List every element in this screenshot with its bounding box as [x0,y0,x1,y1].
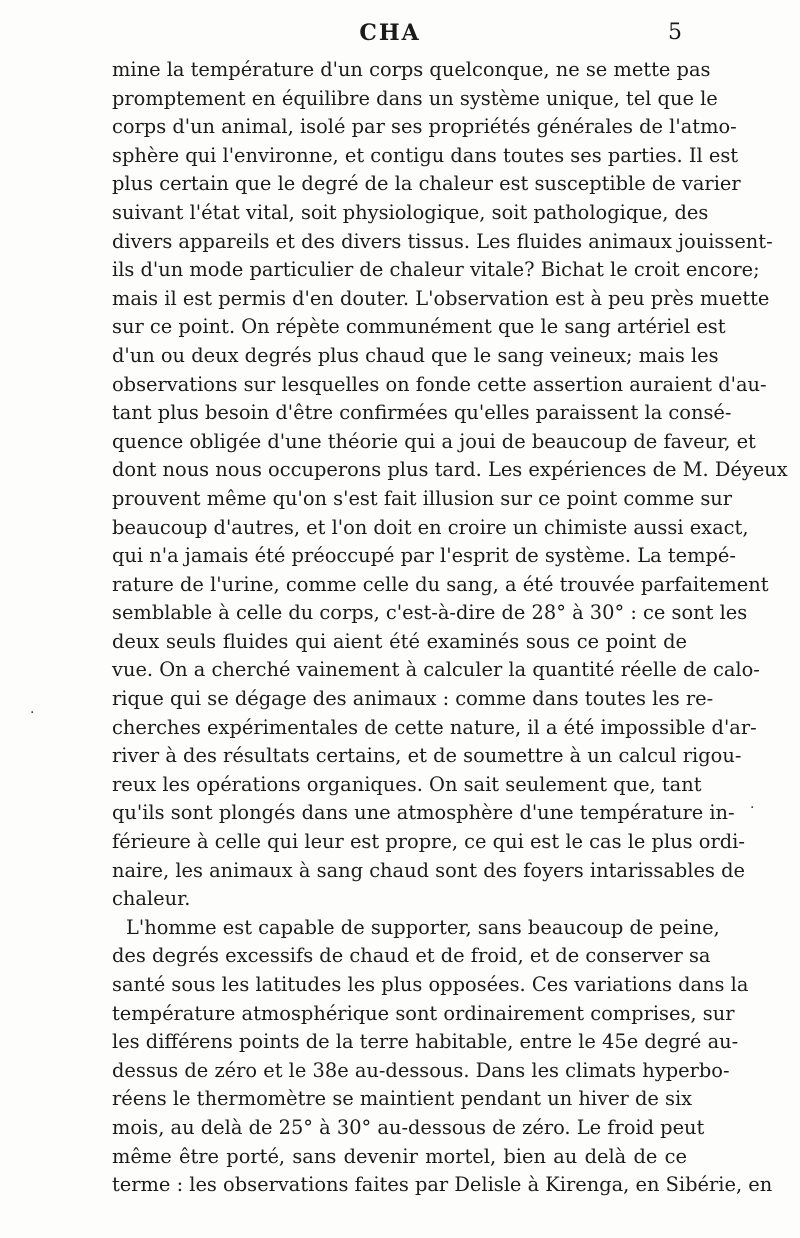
text-line: rique qui se dégage des animaux : comme dans toutes les re- [112,687,714,711]
margin-speck: · [750,800,755,816]
text-line: d'un ou deux degrés plus chaud que le sang veineux; mais les [112,343,719,367]
running-head [100,20,680,52]
text-line: qu'ils sont plongés dans une atmosphère d'une température in- [112,801,735,825]
text-line: température atmosphérique sont ordinairement comprises, sur [112,1001,735,1025]
text-line: qui n'a jamais été préoccupé par l'esprit de système. La tempé- [112,544,736,568]
running-head-title: CHA [359,20,421,46]
text-line: promptement en équilibre dans un système unique, tel que le [112,86,718,110]
text-line: férieure à celle qui leur est propre, ce qui est le cas le plus ordi- [112,830,745,854]
text-line: tant plus besoin d'être confirmées qu'elles paraissent la consé- [112,401,732,425]
text-line: observations sur lesquelles on fonde cette assertion auraient d'au- [112,372,767,396]
text-line: beaucoup d'autres, et l'on doit en croire un chimiste aussi exact, [112,515,749,539]
text-line: réens le thermomètre se maintient pendant un hiver de six [112,1087,693,1111]
text-line: divers appareils et des divers tissus. Les fluides animaux jouissent- [112,229,773,253]
text-line: sphère qui l'environne, et contigu dans toutes ses parties. Il est [112,143,739,167]
text-line: ils d'un mode particulier de chaleur vitale? Bichat le croit encore; [112,258,760,282]
text-line: dessus de zéro et le 38e au-dessous. Dans les climats hyperbo- [112,1058,730,1082]
text-line: mais il est permis d'en douter. L'observation est à peu près muette [112,286,770,310]
paragraph-2 [112,914,773,1200]
page-number: 5 [668,20,682,45]
text-line: quence obligée d'une théorie qui a joui de beaucoup de faveur, et [112,429,756,453]
text-line: des degrés excessifs de chaud et de froid, et de conserver sa [112,944,711,968]
text-line: prouvent même qu'on s'est fait illusion sur ce point comme sur [112,486,733,510]
text-line: cherches expérimentales de cette nature, il a été impossible d'ar- [112,715,757,739]
text-line: rature de l'urine, comme celle du sang, a été trouvée parfaitement [112,572,769,596]
text-line: reux les opérations organiques. On sait seulement que, tant [112,772,702,796]
text-line: corps d'un animal, isolé par ses propriétés générales de l'atmo- [112,115,737,139]
text-line: vue. On a cherché vainement à calculer la quantité réelle de calo- [112,658,760,682]
text-line: deux seuls fluides qui aient été examinés sous ce point de [112,629,687,653]
text-line: dont nous nous occuperons plus tard. Les expériences de M. Déyeux [112,458,788,482]
text-line: chaleur. [112,887,191,911]
text-line: river à des résultats certains, et de soumettre à un calcul rigou- [112,744,742,768]
text-line: mois, au delà de 25° à 30° au-dessous de zéro. Le froid peut [112,1115,705,1139]
text-line: plus certain que le degré de la chaleur est susceptible de varier [112,172,741,196]
text-line: suivant l'état vital, soit physiologique, soit pathologique, des [112,200,709,224]
text-line: terme : les observations faites par Delisle à Kirenga, en Sibérie, en [112,1173,773,1197]
text-line: mine la température d'un corps quelconque, ne se mette pas [112,58,711,81]
text-line: les différens points de la terre habitable, entre le 45e degré au- [112,1030,739,1054]
body-text [112,56,788,1200]
paragraph-1 [112,56,788,914]
text-line: même être porté, sans devenir mortel, bien au delà de ce [112,1144,687,1168]
text-line: naire, les animaux à sang chaud sont des foyers intarissables de [112,858,745,882]
margin-speck: · [30,705,35,721]
text-line: L'homme est capable de supporter, sans beaucoup de peine, [126,915,720,939]
text-line: semblable à celle du corps, c'est-à-dire de 28° à 30° : ce sont les [112,601,748,625]
text-line: sur ce point. On répète communément que le sang artériel est [112,315,726,339]
text-line: santé sous les latitudes les plus opposées. Ces variations dans la [112,973,749,996]
